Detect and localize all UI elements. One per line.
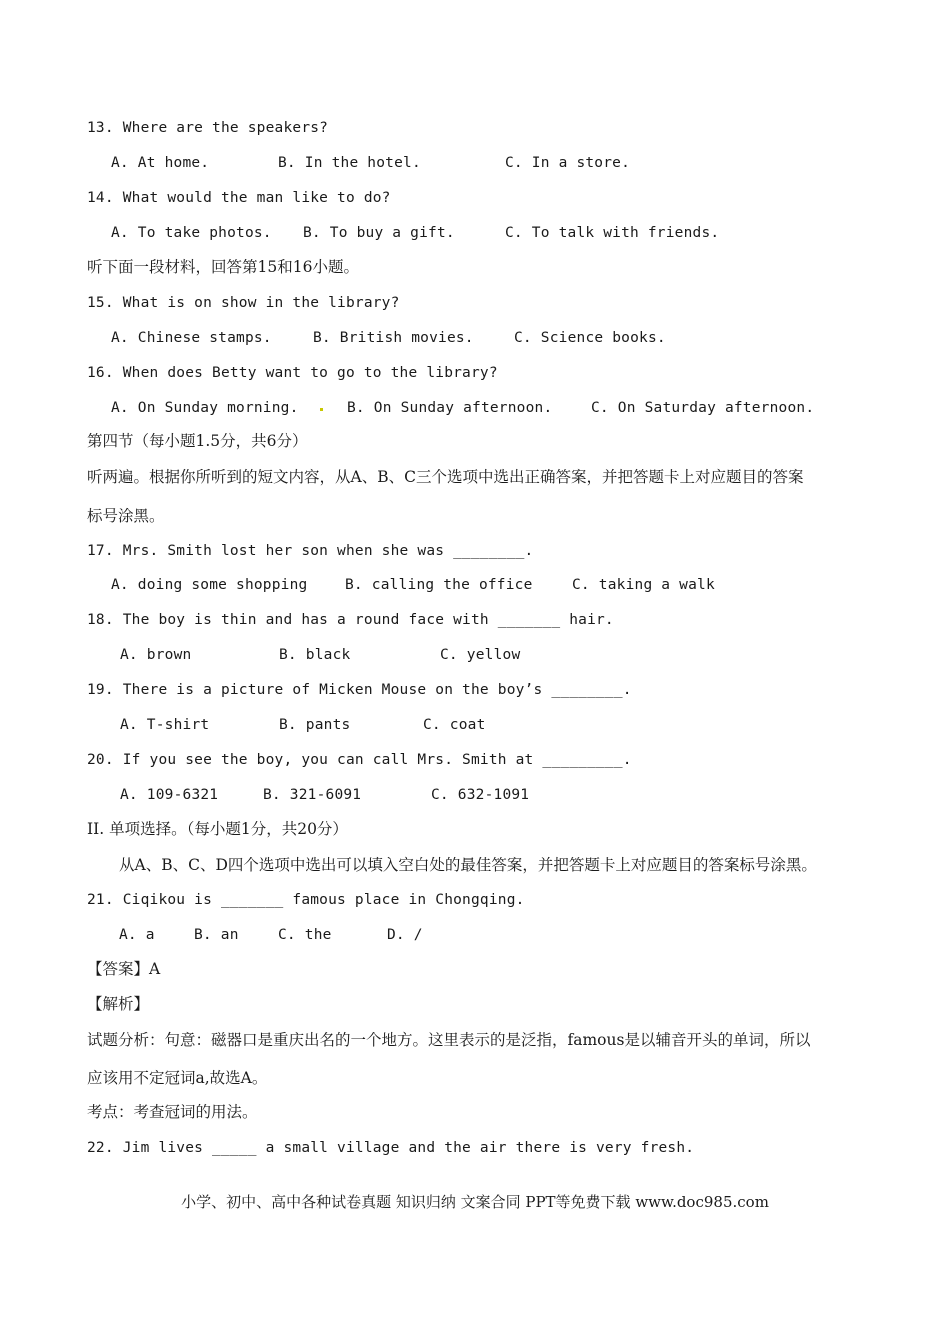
q15-stem: 15. What is on show in the library? xyxy=(87,295,400,311)
q16-option-a: A. On Sunday morning. xyxy=(111,400,299,416)
q21-option-d: D. / xyxy=(387,927,423,943)
intro-15-16: 听下面一段材料，回答第15和16小题。 xyxy=(87,258,359,276)
q20-option-c: C. 632-1091 xyxy=(431,787,530,803)
q18-stem: 18. The boy is thin and has a round face with _______ hair. xyxy=(87,612,614,628)
q17-option-c: C. taking a walk xyxy=(572,577,715,593)
q13-stem: 13. Where are the speakers? xyxy=(87,120,329,136)
part2-instruction: 从A、B、C、D四个选项中选出可以填入空白处的最佳答案，并把答题卡上对应题目的答案标号涂黑。 xyxy=(119,856,817,874)
q16-option-b: B. On Sunday afternoon. xyxy=(347,400,553,416)
q15-option-a: A. Chinese stamps. xyxy=(111,330,272,346)
section4-title: 第四节（每小题1.5分，共6分） xyxy=(87,432,308,450)
q19-stem: 19. There is a picture of Micken Mouse on the boy’s ________. xyxy=(87,682,632,698)
q16-stem: 16. When does Betty want to go to the library? xyxy=(87,365,498,381)
q14-option-c: C. To talk with friends. xyxy=(505,225,720,241)
analysis-line1: 试题分析：句意：磁器口是重庆出名的一个地方。这里表示的是泛指，famous是以辅音开头的单词，所以 xyxy=(87,1031,811,1049)
q22-stem: 22. Jim lives _____ a small village and the air there is very fresh. xyxy=(87,1140,695,1156)
q15-option-b: B. British movies. xyxy=(313,330,474,346)
analysis-line2: 应该用不定冠词a,故选A。 xyxy=(87,1069,268,1087)
q18-option-b: B. black xyxy=(279,647,351,663)
q14-option-a: A. To take photos. xyxy=(111,225,272,241)
q19-option-c: C. coat xyxy=(423,717,486,733)
q20-stem: 20. If you see the boy, you can call Mrs. Smith at _________. xyxy=(87,752,632,768)
q13-option-b: B. In the hotel. xyxy=(278,155,421,171)
q20-option-b: B. 321-6091 xyxy=(263,787,362,803)
q13-option-c: C. In a store. xyxy=(505,155,631,171)
section4-instruction-line2: 标号涂黑。 xyxy=(87,507,165,525)
q16-option-c: C. On Saturday afternoon. xyxy=(591,400,815,416)
section4-instruction-line1: 听两遍。根据你所听到的短文内容，从A、B、C三个选项中选出正确答案，并把答题卡上对应题目的答案 xyxy=(87,468,804,486)
q19-option-a: A. T-shirt xyxy=(120,717,210,733)
page-footer: 小学、初中、高中各种试卷真题 知识归纳 文案合同 PPT等免费下载 www.doc985.com xyxy=(181,1193,769,1211)
analysis-label: 【解析】 xyxy=(87,995,150,1013)
q18-option-a: A. brown xyxy=(120,647,192,663)
q21-stem: 21. Ciqikou is _______ famous place in Chongqing. xyxy=(87,892,525,908)
part2-title: II. 单项选择。（每小题1分，共20分） xyxy=(87,820,348,838)
q13-option-a: A. At home. xyxy=(111,155,210,171)
kaodian-line: 考点：考查冠词的用法。 xyxy=(87,1103,258,1121)
q19-option-b: B. pants xyxy=(279,717,351,733)
stray-mark xyxy=(320,408,323,411)
q21-option-a: A. a xyxy=(119,927,155,943)
q17-option-b: B. calling the office xyxy=(345,577,533,593)
q18-option-c: C. yellow xyxy=(440,647,521,663)
q14-stem: 14. What would the man like to do? xyxy=(87,190,391,206)
q20-option-a: A. 109-6321 xyxy=(120,787,219,803)
q15-option-c: C. Science books. xyxy=(514,330,666,346)
q21-option-c: C. the xyxy=(278,927,332,943)
q17-stem: 17. Mrs. Smith lost her son when she was ________. xyxy=(87,543,534,559)
q14-option-b: B. To buy a gift. xyxy=(303,225,455,241)
q21-option-b: B. an xyxy=(194,927,239,943)
q17-option-a: A. doing some shopping xyxy=(111,577,308,593)
answer-label: 【答案】A xyxy=(87,960,161,978)
